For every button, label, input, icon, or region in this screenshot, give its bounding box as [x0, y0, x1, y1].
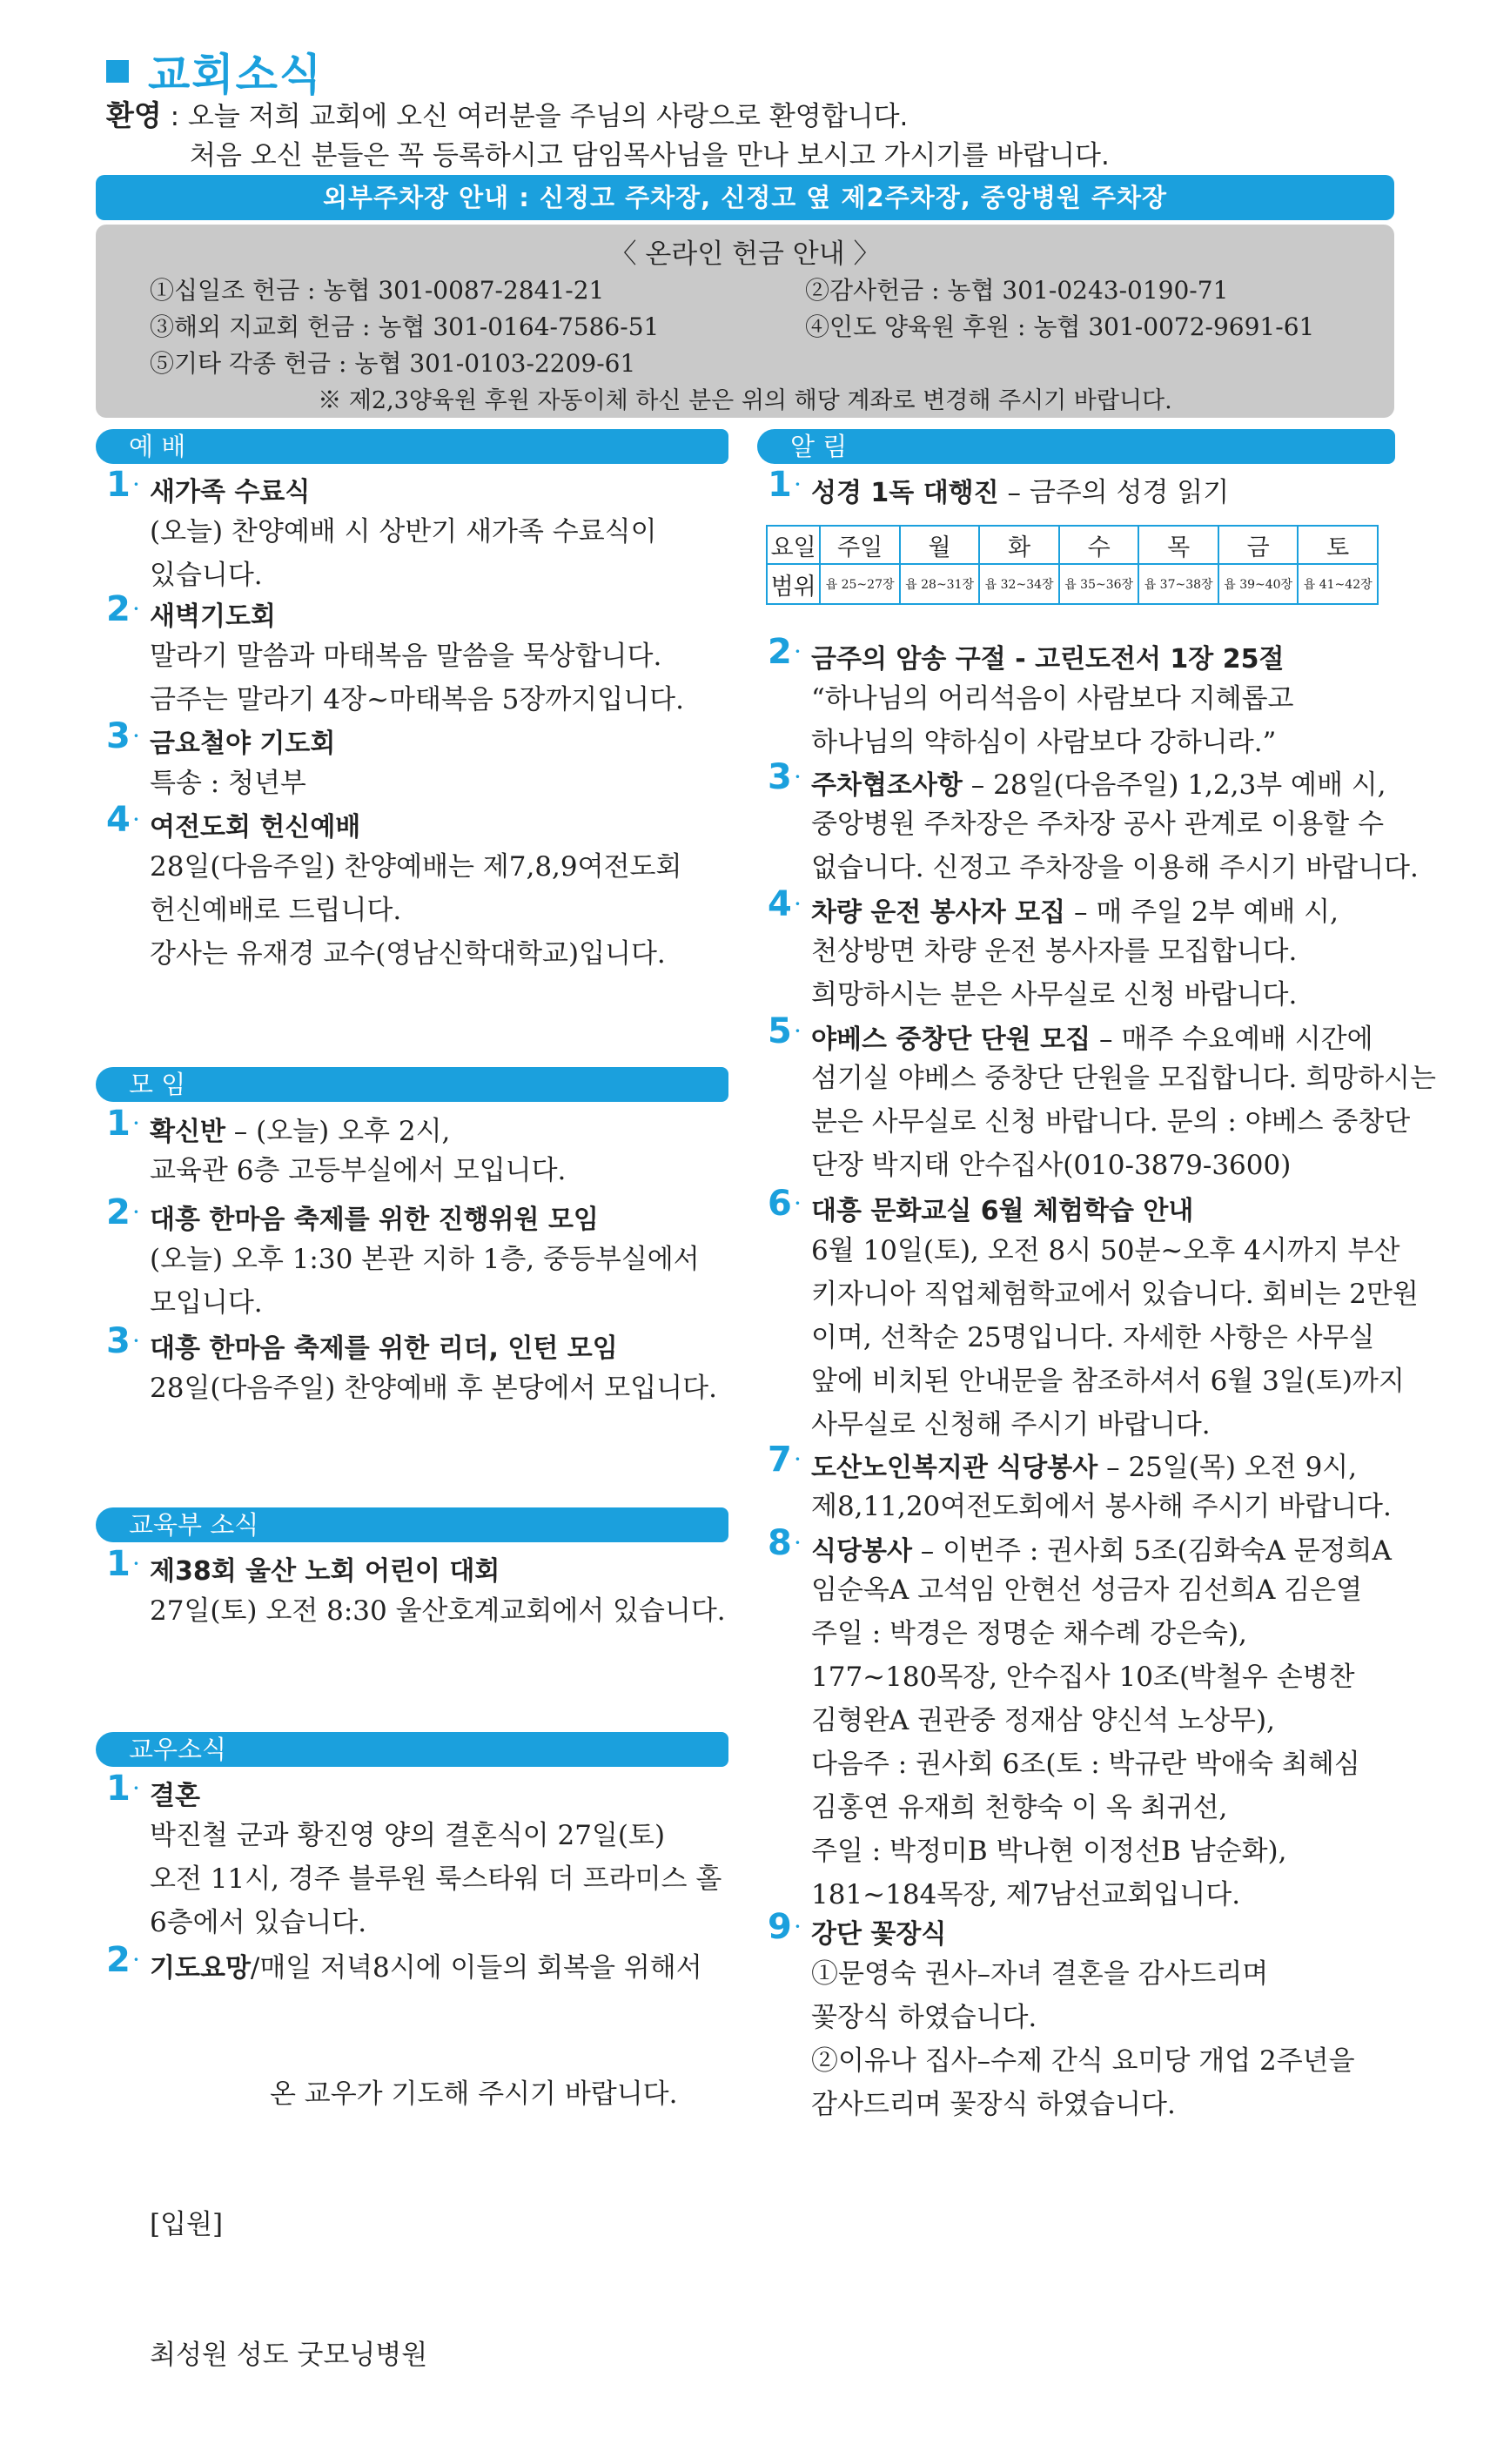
body-line: 28일(다음주일) 찬양예배 후 본당에서 모입니다. [150, 1373, 717, 1404]
item-number: 1 [106, 1769, 131, 1809]
body-line: 중앙병원 주차장은 주차장 공사 관계로 이용할 수 [811, 809, 1385, 840]
section-members-header: 교우소식 [96, 1732, 728, 1767]
body-line: 분은 사무실로 신청 바랍니다. 문의 : 야베스 중창단 [811, 1106, 1411, 1138]
item-number: 9 [768, 1907, 792, 1947]
item-body [811, 1057, 1436, 1187]
item-heading: 금요철야 기도회 [150, 728, 336, 759]
item-heading: 새벽기도회 [150, 601, 276, 632]
item-number: 4 [768, 884, 792, 924]
item-number: 8 [768, 1523, 792, 1563]
item-number: 2 [106, 1192, 131, 1232]
body-line: ①문영숙 권사–자녀 결혼을 감사드리며 [811, 1958, 1269, 1990]
item-body [150, 1985, 677, 2464]
body-line: (오늘) 오후 1:30 본관 지하 1층, 중등부실에서 [150, 1244, 700, 1275]
range-cell: 욥 41~42장 [1298, 564, 1378, 604]
body-line: 있습니다. [150, 560, 263, 591]
item-number: 5 [768, 1011, 792, 1051]
bullet-dot: · [794, 470, 802, 499]
bullet-dot: · [794, 1445, 802, 1474]
body-line: 금주는 말라기 4장~마태복음 5장까지입니다. [150, 684, 684, 715]
bullet-dot: · [794, 890, 802, 918]
square-bullet-icon [106, 60, 129, 83]
item-body [150, 1814, 722, 1944]
item-body [150, 1589, 726, 1633]
item-body [811, 677, 1294, 764]
body-line: 특송 : 청년부 [150, 768, 306, 799]
table-row [767, 526, 1378, 564]
item-body [150, 634, 684, 722]
item-number: 2 [768, 632, 792, 672]
item-heading: 도산노인복지관 식당봉사 [811, 1453, 1098, 1483]
online-offering-box [96, 225, 1394, 418]
offering-note: ※ 제2,3양육원 후원 자동이체 하신 분은 위의 해당 계좌로 변경해 주시기 바랍니다. [318, 387, 1172, 414]
item-desc: – 매 주일 2부 예배 시, [1065, 896, 1339, 928]
item-desc: – 25일(목) 오전 9시, [1097, 1452, 1358, 1483]
item-desc: – 금주의 성경 읽기 [998, 477, 1230, 508]
body-line: 말라기 말씀과 마태복음 말씀을 묵상합니다. [150, 641, 662, 672]
body-line: 단장 박지태 안수집사(010-3879-3600) [811, 1150, 1292, 1181]
offering-title: 〈 온라인 헌금 안내 〉 [609, 238, 881, 270]
item-number: 2 [106, 1940, 131, 1980]
item-heading: 차량 운전 봉사자 모집 [811, 897, 1066, 928]
item-body [811, 1229, 1419, 1447]
body-line: 희망하시는 분은 사무실로 신청 바랍니다. [811, 979, 1298, 1010]
body-line: 이며, 선착순 25명입니다. 자세한 사항은 사무실 [811, 1322, 1375, 1353]
bible-reading-schedule-table [766, 525, 1379, 605]
item-body [150, 845, 681, 976]
offering-account-1: ①십일조 헌금 : 농협 301-0087-2841-21 [150, 276, 605, 305]
body-line: 임순옥A 고석임 안현선 성금자 김선희A 김은열 [811, 1574, 1363, 1606]
item-number: 1 [106, 1104, 131, 1144]
offering-account-3: ③해외 지교회 헌금 : 농협 301-0164-7586-51 [150, 312, 660, 341]
bullet-dot: · [132, 1198, 140, 1226]
body-line: 박진철 군과 황진영 양의 결혼식이 27일(토) [150, 1820, 666, 1851]
item-heading: 확신반 [150, 1117, 225, 1147]
body-line: 천상방면 차량 운전 봉사자를 모집합니다. [811, 936, 1298, 967]
bullet-dot: · [794, 637, 802, 666]
parking-banner: 외부주차장 안내 : 신정고 주차장, 신정고 옆 제2주차장, 중앙병원 주차장 [96, 175, 1394, 220]
item-desc: – 28일(다음주일) 1,2,3부 예배 시, [962, 769, 1386, 801]
item-heading: 새가족 수료식 [150, 477, 311, 507]
day-cell: 주일 [820, 526, 900, 564]
range-cell: 욥 35~36장 [1059, 564, 1139, 604]
body-line: 교육관 6층 고등부실에서 모입니다. [150, 1155, 567, 1186]
item-number: 1 [106, 1544, 131, 1584]
body-line: 김형완A 권관중 정재삼 양신석 노상무), [811, 1705, 1275, 1736]
body-line: “하나님의 어리석음이 사람보다 지혜롭고 [811, 683, 1294, 715]
table-row-label: 범위 [767, 564, 820, 604]
item-number: 1 [768, 465, 792, 505]
body-line: 6월 10일(토), 오전 8시 50분~오후 4시까지 부산 [811, 1235, 1400, 1266]
item-heading: 야베스 중창단 단원 모집 [811, 1024, 1091, 1055]
item-heading: 기도요망 [150, 1953, 251, 1984]
item-heading: 강단 꽃장식 [811, 1919, 947, 1950]
body-line: 제8,11,20여전도회에서 봉사해 주시기 바랍니다. [811, 1491, 1392, 1522]
section-meetings-header: 모 임 [96, 1067, 728, 1102]
bullet-dot: · [132, 1774, 140, 1803]
body-line: 177~180목장, 안수집사 10조(박철우 손병찬 [811, 1662, 1355, 1693]
body-line: 없습니다. 신정고 주차장을 이용해 주시기 바랍니다. [811, 852, 1419, 883]
item-body [150, 1149, 566, 1192]
offering-account-4: ④인도 양육원 후원 : 농협 301-0072-9691-61 [805, 312, 1315, 341]
item-number: 7 [768, 1440, 792, 1480]
day-cell: 수 [1059, 526, 1139, 564]
body-line: 앞에 비치된 안내문을 참조하셔서 6월 3일(토)까지 [811, 1366, 1405, 1397]
range-cell: 욥 32~34장 [979, 564, 1059, 604]
body-line: 6층에서 있습니다. [150, 1907, 367, 1938]
body-line: 키자니아 직업체험학교에서 있습니다. 회비는 2만원 [811, 1279, 1419, 1310]
item-heading: 제38회 울산 노회 어린이 대회 [150, 1556, 500, 1587]
item-number: 3 [768, 757, 792, 797]
item-heading: 여전도회 헌신예배 [150, 812, 361, 843]
range-cell: 욥 37~38장 [1138, 564, 1218, 604]
body-line: 다음주 : 권사회 6조(토 : 박규란 박애숙 최혜심 [811, 1749, 1360, 1780]
welcome-label: 환영 [106, 98, 162, 132]
day-cell: 토 [1298, 526, 1378, 564]
item-number: 3 [106, 716, 131, 756]
bullet-dot: · [132, 470, 140, 499]
body-line: 꽃장식 하였습니다. [811, 2002, 1037, 2033]
body-line: 온 교우가 기도해 주시기 바랍니다. [150, 2078, 678, 2110]
day-cell: 화 [979, 526, 1059, 564]
bullet-dot: · [794, 1017, 802, 1045]
body-line: 주일 : 박경은 정명순 채수례 강은숙), [811, 1618, 1247, 1649]
page-header [106, 45, 324, 100]
table-row-label: 요일 [767, 526, 820, 564]
item-body [811, 1568, 1362, 1917]
body-line: 모입니다. [150, 1287, 263, 1319]
body-line: [입원] [150, 2209, 224, 2240]
body-line: 김홍연 유재희 천향숙 이 옥 최귀선, [811, 1792, 1228, 1823]
item-body [811, 930, 1297, 1017]
bullet-dot: · [132, 805, 140, 834]
body-line: 헌신예배로 드립니다. [150, 895, 402, 926]
body-line: (오늘) 찬양예배 시 상반기 새가족 수료식이 [150, 516, 657, 547]
item-heading: 주차협조사항 [811, 770, 963, 801]
body-line: ②이유나 집사–수제 간식 요미당 개업 2주년을 [811, 2045, 1355, 2077]
body-line: 28일(다음주일) 찬양예배는 제7,8,9여전도회 [150, 851, 682, 883]
item-body [811, 1952, 1355, 2126]
item-heading: 대흥 한마음 축제를 위한 리더, 인턴 모임 [150, 1333, 618, 1364]
item-heading: 성경 1독 대행진 [811, 478, 999, 508]
body-line: 오전 11시, 경주 블루원 룩스타워 더 프라미스 홀 [150, 1863, 722, 1895]
item-body [150, 1238, 700, 1325]
bullet-dot: · [132, 1326, 140, 1355]
item-desc: – 이번주 : 권사회 5조(김화숙A 문정희A [911, 1535, 1392, 1567]
body-line: 주일 : 박정미B 박나현 이정선B 남순화), [811, 1836, 1287, 1867]
item-body [811, 802, 1419, 890]
item-number: 4 [106, 800, 131, 840]
item-desc: /매일 저녁8시에 이들의 회복을 위해서 [250, 1952, 702, 1984]
bullet-dot: · [794, 1912, 802, 1941]
welcome-line-1: : 오늘 저희 교회에 오신 여러분을 주님의 사랑으로 환영합니다. [161, 101, 909, 132]
item-number: 6 [768, 1184, 792, 1224]
welcome-message [106, 96, 1110, 176]
body-line: 섬기실 야베스 중창단 단원을 모집합니다. 희망하시는 [811, 1063, 1436, 1094]
bullet-dot: · [794, 1189, 802, 1218]
section-education-header: 교육부 소식 [96, 1507, 728, 1542]
item-heading: 식당봉사 [811, 1536, 912, 1567]
body-line: 사무실로 신청해 주시기 바랍니다. [811, 1409, 1211, 1440]
bullet-dot: · [132, 722, 140, 750]
page-title: 교회소식 [148, 50, 324, 100]
range-cell: 욥 39~40장 [1218, 564, 1299, 604]
item-number: 2 [106, 589, 131, 629]
bullet-dot: · [794, 762, 802, 791]
item-body [150, 510, 657, 597]
range-cell: 욥 28~31장 [900, 564, 980, 604]
bullet-dot: · [132, 1109, 140, 1138]
item-heading: 결혼 [150, 1781, 200, 1811]
item-heading: 대흥 한마음 축제를 위한 진행위원 모임 [150, 1205, 599, 1235]
body-line: 감사드리며 꽃장식 하였습니다. [811, 2089, 1176, 2120]
body-line: 181~184목장, 제7남선교회입니다. [811, 1879, 1241, 1910]
item-body [150, 762, 306, 805]
section-worship-header: 예 배 [96, 429, 728, 464]
bullet-dot: · [794, 1528, 802, 1557]
table-row [767, 564, 1378, 604]
offering-account-2: ②감사헌금 : 농협 301-0243-0190-71 [805, 276, 1229, 305]
offering-account-5: ⑤기타 각종 헌금 : 농협 301-0103-2209-61 [150, 349, 636, 378]
item-number: 1 [106, 465, 131, 505]
body-line: 27일(토) 오전 8:30 울산호계교회에서 있습니다. [150, 1595, 726, 1627]
bullet-dot: · [132, 594, 140, 623]
item-heading: 금주의 암송 구절 - 고린도전서 1장 25절 [811, 644, 1285, 675]
section-notices-header: 알 림 [757, 429, 1395, 464]
day-cell: 월 [900, 526, 980, 564]
item-number: 3 [106, 1321, 131, 1361]
item-heading: 대흥 문화교실 6월 체험학습 안내 [811, 1196, 1194, 1226]
item-body [150, 1366, 717, 1410]
body-line: 최성원 성도 굿모닝병원 [150, 2340, 428, 2371]
item-desc: – (오늘) 오후 2시, [225, 1116, 451, 1147]
bullet-dot: · [132, 1945, 140, 1974]
bullet-dot: · [132, 1549, 140, 1578]
day-cell: 금 [1218, 526, 1299, 564]
welcome-line-2: 처음 오신 분들은 꼭 등록하시고 담임목사님을 만나 보시고 가시기를 바랍니다. [190, 140, 1110, 171]
item-desc: – 매주 수요예배 시간에 [1091, 1024, 1373, 1055]
range-cell: 욥 25~27장 [820, 564, 900, 604]
body-line: 하나님의 약하심이 사람보다 강하니라.” [811, 727, 1277, 758]
item-body [811, 1485, 1392, 1528]
day-cell: 목 [1138, 526, 1218, 564]
body-line: 강사는 유재경 교수(영남신학대학교)입니다. [150, 938, 666, 970]
